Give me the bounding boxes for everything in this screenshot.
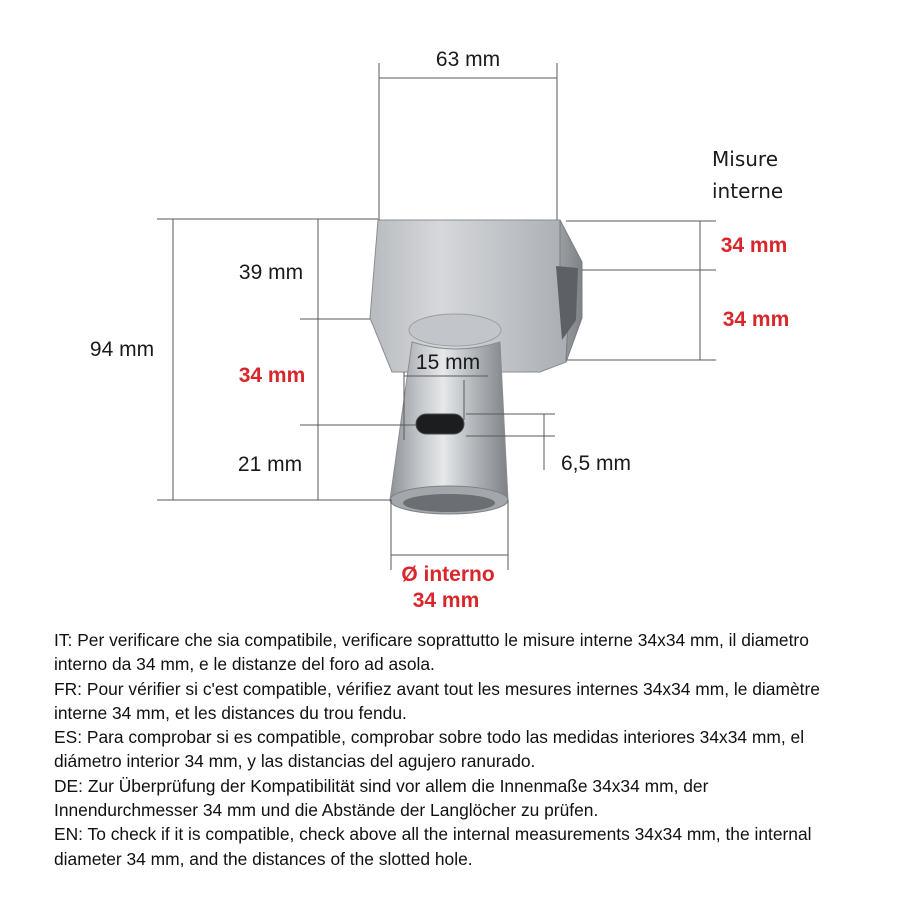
label-top-width: 63 mm <box>435 48 501 71</box>
label-bottom-height: 21 mm <box>237 453 303 476</box>
label-internal-dim-1: 34 mm <box>720 234 788 257</box>
label-box-height: 39 mm <box>238 261 304 284</box>
note-fr: FR: Pour vérifier si c'est compatible, vérifiez avant tout les mesures internes 34x34 mm, le diamètre interne 34 mm, et les distances du trou fendu. <box>54 678 820 723</box>
label-internal-note-2: interne <box>712 179 784 203</box>
note-en: EN: To check if it is compatible, check above all the internal measurements 34x34 mm, the internal diameter 34 mm, and the distances of the slotted hole. <box>54 824 812 869</box>
label-diameter-2: 34 mm <box>412 589 480 612</box>
label-mid-height: 34 mm <box>238 364 306 387</box>
label-internal-note-1: Misure <box>712 147 778 171</box>
label-slot-width: 15 mm <box>415 351 481 374</box>
label-diameter-1: Ø interno <box>401 563 495 586</box>
note-es: ES: Para comprobar si es compatible, comprobar sobre todo las medidas interiores 34x34 mm, el diámetro interior 34 mm, y las distancias del agujero ranurado. <box>54 727 805 772</box>
note-it: IT: Per verificare che sia compatibile, verificare soprattutto le misure interne 34x34 mm, il diametro interno da 34 mm, e le distanze del foro ad asola. <box>54 630 809 675</box>
label-slot-height: 6,5 mm <box>560 452 632 475</box>
note-de: DE: Zur Überprüfung der Kompatibilität sind vor allem die Innenmaße 34x34 mm, der Innendurchmesser 34 mm und die Abstände der Langlöcher zu prüfen. <box>54 775 709 821</box>
compatibility-notes <box>54 628 854 871</box>
label-total-height: 94 mm <box>89 338 155 361</box>
weld-collar <box>409 314 501 346</box>
tube-inner-shadow <box>403 494 495 512</box>
label-internal-dim-2: 34 mm <box>722 308 790 331</box>
slotted-hole <box>416 414 464 434</box>
